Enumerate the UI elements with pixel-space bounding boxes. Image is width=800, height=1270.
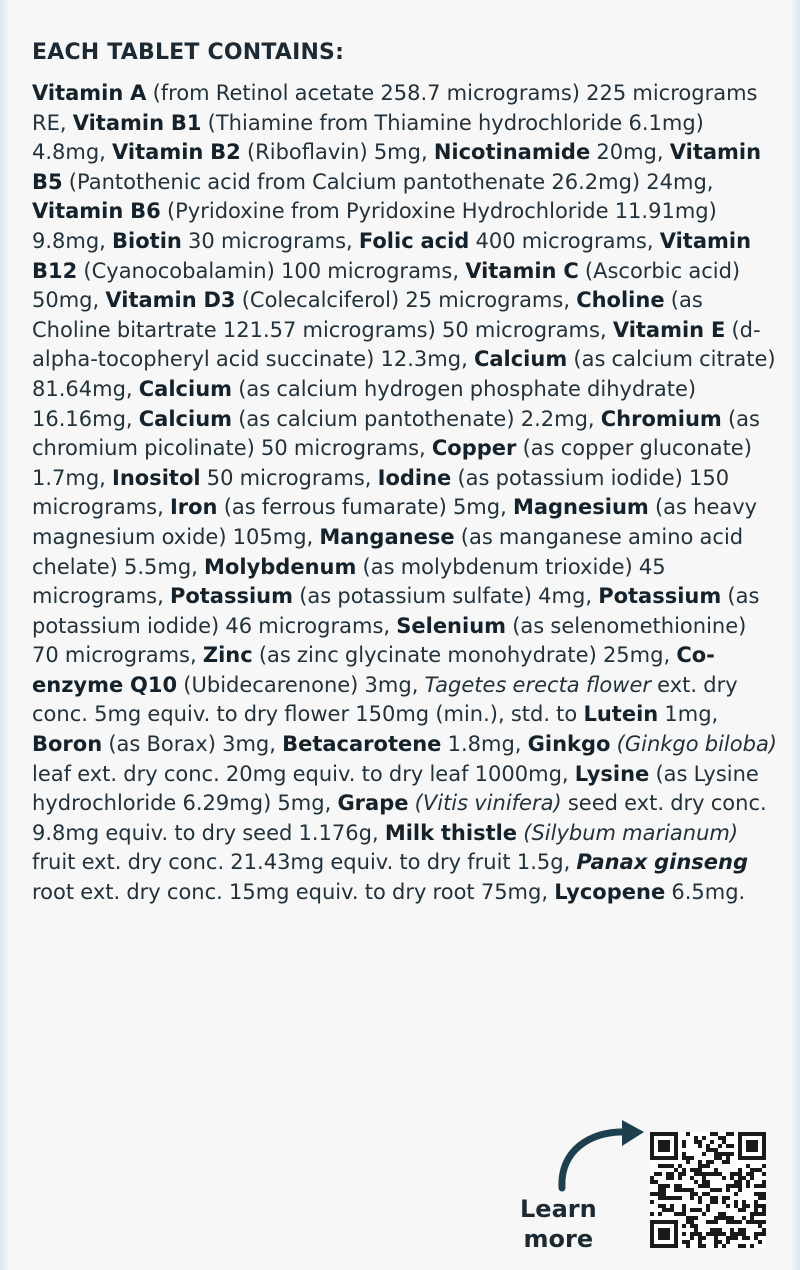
ingredient-name: Iron	[169, 495, 218, 520]
ingredient-detail: (as calcium pantothenate) 2.2mg,	[232, 406, 601, 431]
ingredient-name: Magnesium	[512, 495, 649, 520]
ingredients-heading: EACH TABLET CONTAINS:	[32, 40, 345, 65]
ingredient-name: Grape	[337, 791, 409, 816]
ingredient-detail: (as potassium iodide) 46 micrograms,	[32, 584, 760, 638]
ingredient-detail: (as calcium hydrogen phosphate dihydrate) 16.16mg,	[32, 376, 697, 431]
ingredient-detail: (as calcium citrate) 81.64mg,	[32, 347, 776, 401]
ingredient-name: Iodine	[377, 465, 452, 490]
ingredient-detail: (as Choline bitartrate 121.57 micrograms) 50 micrograms,	[32, 288, 703, 342]
ingredient-name: Betacarotene	[282, 732, 442, 757]
ingredient-name: Molybdenum	[204, 554, 357, 579]
ingredient-detail: (Ubidecarenone) 3mg,	[177, 672, 425, 697]
ingredient-name: Potassium	[169, 584, 294, 609]
ingredient-name: Lysine	[574, 761, 650, 786]
ingredient-detail: (as chromium picolinate) 50 micrograms,	[32, 406, 760, 461]
learn-more-line2: more	[523, 1225, 594, 1253]
ingredient-name: Calcium	[138, 376, 233, 401]
ingredient-detail: 6.5mg.	[665, 880, 746, 905]
ingredient-detail: (Pyridoxine from Pyridoxine Hydrochloride 11.91mg) 9.8mg,	[32, 199, 717, 253]
ingredient-detail: (as zinc glycinate monohydrate) 25mg,	[252, 643, 677, 668]
ingredient-name: Vitamin B12	[32, 228, 752, 283]
ingredient-detail: leaf ext. dry conc. 20mg equiv. to dry leaf 1000mg,	[32, 761, 575, 786]
ingredient-name: Calcium	[138, 406, 233, 431]
ingredient-detail: 400 micrograms,	[469, 228, 660, 253]
ingredient-name: Vitamin B6	[32, 199, 161, 224]
right-edge-shadow	[790, 0, 800, 1270]
ingredient-latin-name: Tagetes erecta flower	[424, 672, 651, 697]
ingredient-name: Panax ginseng	[576, 850, 749, 875]
left-edge-shadow	[0, 0, 10, 1270]
ingredient-detail: (Pantothenic acid from Calcium pantothenate 26.2mg) 24mg,	[62, 169, 714, 194]
ingredient-detail: (as heavy magnesium oxide) 105mg,	[32, 495, 758, 549]
learn-more-line1: Learn	[520, 1195, 597, 1223]
ingredient-latin-name: (Vitis vinifera)	[414, 791, 562, 816]
ingredient-name: Co-enzyme Q10	[32, 643, 715, 697]
ingredient-name: Vitamin D3	[105, 288, 236, 313]
ingredient-detail: 30 micrograms,	[181, 228, 359, 253]
ingredient-name: Folic acid	[358, 228, 470, 253]
ingredient-name: Vitamin B2	[112, 140, 241, 165]
ingredient-detail: (as potassium iodide) 150 micrograms,	[32, 465, 730, 520]
ingredient-detail: (Thiamine from Thiamine hydrochloride 6.1mg) 4.8mg,	[32, 110, 704, 165]
ingredient-detail: 20mg,	[590, 140, 670, 165]
ingredient-name: Zinc	[202, 643, 253, 668]
ingredient-name: Boron	[32, 732, 103, 757]
ingredient-name: Inositol	[112, 465, 201, 490]
ingredient-latin-name: (Silybum marianum)	[523, 820, 739, 845]
ingredients-list	[32, 79, 777, 908]
qr-code-icon[interactable]	[650, 1132, 766, 1248]
ingredient-name: Vitamin C	[465, 258, 579, 283]
ingredient-name: Ginkgo	[527, 732, 611, 757]
ingredient-name: Lutein	[583, 702, 659, 727]
ingredient-detail: (Ascorbic acid) 50mg,	[32, 258, 741, 313]
ingredient-detail: (as molybdenum trioxide) 45 micrograms,	[32, 554, 666, 609]
ingredient-detail: (as potassium sulfate) 4mg,	[293, 584, 599, 609]
ingredient-detail: (as selenomethionine) 70 micrograms,	[32, 613, 747, 668]
ingredient-name: Lycopene	[554, 880, 666, 905]
ingredient-detail: fruit ext. dry conc. 21.43mg equiv. to dry fruit 1.5g,	[32, 850, 577, 875]
ingredient-name: Calcium	[473, 347, 568, 372]
ingredient-name: Manganese	[319, 524, 455, 549]
ingredient-name: Copper	[431, 436, 517, 461]
ingredient-detail: 50 micrograms,	[200, 465, 378, 490]
ingredient-latin-name: (Ginkgo biloba)	[616, 732, 778, 757]
ingredient-detail: (Cyanocobalamin) 100 micrograms,	[77, 258, 466, 283]
ingredient-name: Vitamin B5	[32, 140, 762, 194]
ingredient-detail: 1.8mg,	[441, 732, 528, 757]
ingredient-detail: seed ext. dry conc. 9.8mg equiv. to dry seed 1.176g,	[32, 791, 767, 845]
ingredient-name: Vitamin A	[32, 81, 147, 105]
ingredient-name: Milk thistle	[384, 820, 518, 845]
ingredient-name: Choline	[576, 288, 665, 313]
ingredient-detail: (Riboflavin) 5mg,	[240, 140, 434, 165]
ingredient-name: Potassium	[598, 584, 722, 609]
ingredient-detail: (Colecalciferol) 25 micrograms,	[235, 288, 577, 313]
curved-arrow-icon	[548, 1112, 648, 1192]
ingredient-detail: (as copper gluconate) 1.7mg,	[32, 436, 752, 490]
ingredient-detail: (as Lysine hydrochloride 6.29mg) 5mg,	[32, 761, 759, 816]
ingredient-detail: (as manganese amino acid chelate) 5.5mg,	[32, 524, 744, 579]
ingredient-name: Nicotinamide	[433, 140, 591, 165]
learn-more-label[interactable]	[520, 1194, 597, 1254]
ingredient-detail: ext. dry conc. 5mg equiv. to dry flower 150mg (min.), std. to	[32, 672, 738, 727]
ingredients-panel	[32, 40, 777, 908]
ingredient-name: Chromium	[600, 406, 722, 431]
ingredient-detail: (d-alpha-tocopheryl acid succinate) 12.3mg,	[32, 317, 761, 372]
ingredient-detail: root ext. dry conc. 15mg equiv. to dry root 75mg,	[32, 880, 555, 905]
ingredient-name: Vitamin E	[612, 317, 726, 342]
ingredient-name: Vitamin B1	[72, 110, 202, 135]
ingredient-name: Biotin	[112, 228, 182, 253]
ingredient-detail: (as ferrous fumarate) 5mg,	[217, 495, 513, 520]
ingredient-detail: (as Borax) 3mg,	[102, 732, 283, 757]
ingredient-detail: 1mg,	[658, 702, 719, 727]
ingredient-name: Selenium	[396, 613, 507, 638]
ingredient-detail: (from Retinol acetate 258.7 micrograms) 225 micrograms RE,	[32, 81, 758, 135]
